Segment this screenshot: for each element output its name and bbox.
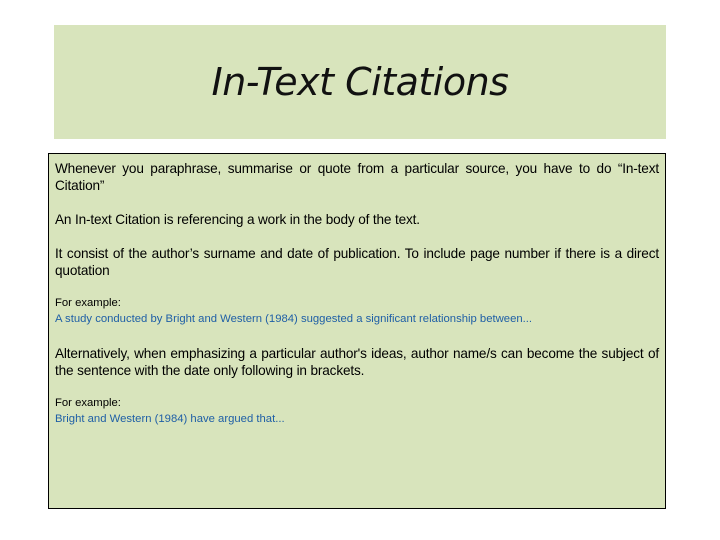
paragraph-alternative: Alternatively, when emphasizing a particular author's ideas, author name/s can become the subject of the sentence with the date only following in brackets. <box>55 346 659 378</box>
example-block-2 <box>55 395 659 427</box>
title-banner <box>54 25 666 139</box>
example-block-1 <box>55 295 659 327</box>
paragraph-components: It consist of the author’s surname and date of publication. To include page number if there is a direct quotation <box>55 246 659 278</box>
content-panel <box>48 153 666 509</box>
example-label: For example: <box>55 397 121 409</box>
paragraph-intro: Whenever you paraphrase, summarise or quote from a particular source, you have to do “In-text Citation” <box>55 161 659 193</box>
paragraph-definition: An In-text Citation is referencing a work in the body of the text. <box>55 212 420 227</box>
page-title: In-Text Citations <box>211 60 509 104</box>
example-text: Bright and Western (1984) have argued that... <box>55 413 285 425</box>
example-label: For example: <box>55 297 121 309</box>
example-text: A study conducted by Bright and Western (1984) suggested a significant relationship between... <box>55 313 533 325</box>
